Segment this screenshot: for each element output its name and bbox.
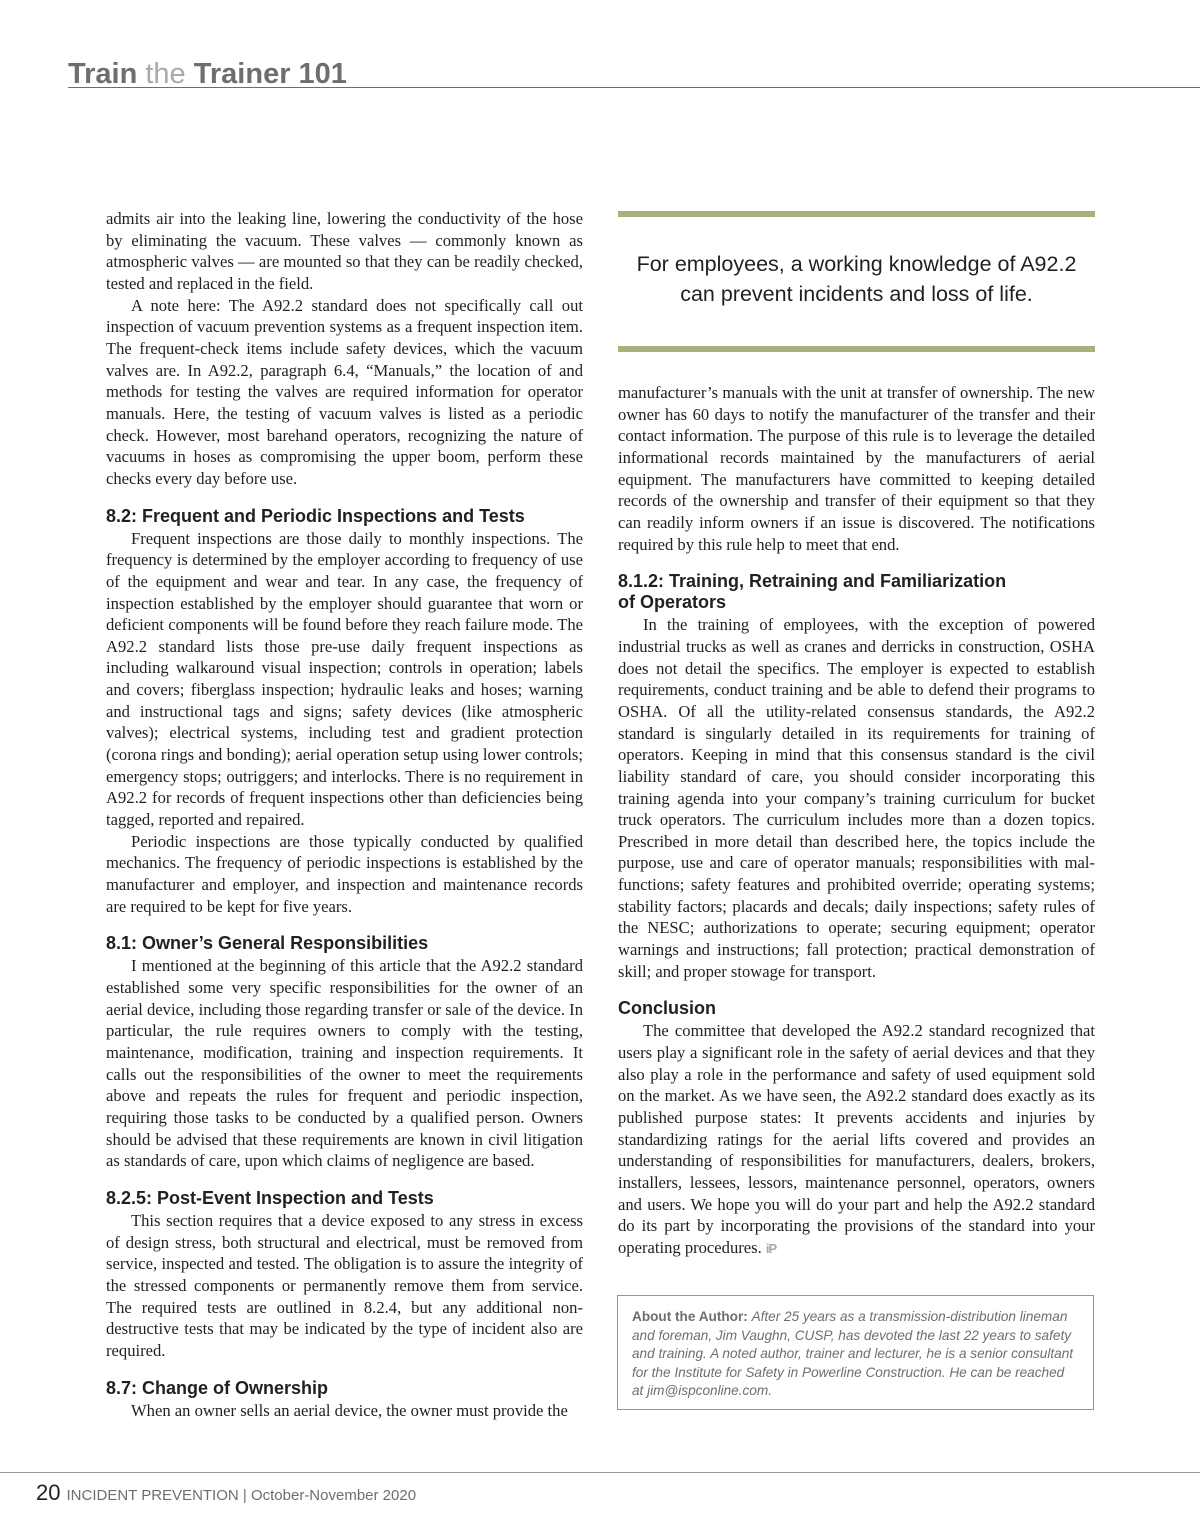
heading-8-1-2-line2: of Operators — [618, 592, 727, 613]
footer-rule — [0, 1472, 1200, 1473]
heading-8-7: 8.7: Change of Ownership — [106, 1377, 329, 1398]
heading-8-2-5: 8.2.5: Post-Event Inspection and Tests — [106, 1187, 434, 1208]
paragraph: Frequent inspections are those daily to monthly inspections. The frequency is determined by the employer according to frequency of use of the equipment and wear and tear. In any case, the frequency of inspection established by the employer should guarantee that worn or deficient components will be found before they reach failure mode. The A92.2 standard lists those pre-use daily frequent inspections as including walkaround visual inspection; controls in operation; labels and covers; fiberglass inspection; hydraulic leaks and hoses; warning and instructional tags and signs; safety devices (like atmospheric valves); electrical systems, including test and gradient protection (corona rings and bonding); aerial operation setup using lower controls; emergency stops; outriggers; and interlocks. There is no requirement in A92.2 for records of frequent inspections other than deficiencies being tagged, reported and repaired. — [106, 528, 583, 830]
about-author-box — [617, 1295, 1094, 1410]
paragraph: I mentioned at the beginning of this article that the A92.2 standard established some very specific responsibilities for the owner of an aerial device, including those regarding transfer or sale of the device. In particular, the rule requires owners to comply with the testing, maintenance, modification, training and inspection requirements. It calls out the responsibilities of the owner to meet the requirements above and repeats the rules for frequent and periodic inspection, requiring those tasks to be conducted by a qualified person. Owners should be advised that these requirements are known in civil litigation as standards of care, upon which claims of negligence are based. — [106, 956, 583, 1171]
ip-logo-end-mark: iP — [765, 1240, 777, 1256]
header-rule — [68, 87, 1200, 88]
page-footer — [36, 1480, 416, 1506]
heading-8-1-2-line1: 8.1.2: Training, Retraining and Familiarization — [618, 571, 1007, 592]
heading-8-1: 8.1: Owner’s General Responsibilities — [106, 933, 429, 954]
author-label: About the Author: — [632, 1309, 748, 1324]
paragraph: A note here: The A92.2 standard does not specifically call out inspection of vacuum prevention systems as a frequent inspection item. The frequent-check items include safety devices, which the vacuum valves are. In A92.2, paragraph 6.4, “Manuals,” the location of and methods for testing the valves are required information for operator manuals. Here, the testing of vacuum valves is listed as a periodic check. However, most barehand operators, recognizing the nature of vacuums in hoses as compromising the upper boom, perform these checks every day before use. — [106, 295, 583, 488]
header-train: Train — [68, 58, 138, 90]
header-the: the — [145, 58, 186, 90]
author-text: After 25 years as a transmission-distribution lineman and foreman, Jim Vaughn, CUSP, has devoted the last 22 years to safety and training. A noted author, trainer and lecturer, he is a senior consultant for the Institute for Safety in Powerline Construction. He can be reached at jim@ispconline.com. — [632, 1309, 1074, 1398]
magazine-issue: INCIDENT PREVENTION | October-November 2020 — [66, 1487, 417, 1504]
heading-8-1-2 — [618, 571, 1095, 613]
header-trainer: Trainer 101 — [193, 58, 347, 90]
paragraph: manufacturer’s manuals with the unit at transfer of ownership. The new owner has 60 days to notify the manufacturer of the transfer and their contact information. The purpose of this rule is to leverage the detailed informational records maintained by the manufacturers of aerial equipment. The manufacturers have committed to keeping detailed records of the ownership and transfer of their equipment so that they can readily inform owners if an issue is discovered. The notifications required by this rule help to meet that end. — [618, 383, 1095, 554]
paragraph: This section requires that a device exposed to any stress in excess of design stress, both structural and electrical, must be removed from service, inspected and tested. The obligation is to assure the integrity of the stressed components or permanently remove them from service. The required tests are outlined in 8.2.4, but any additional non-destructive tests that may be indicated by the type of incident also are required. — [106, 1210, 583, 1360]
pull-quote-bottom-rule — [618, 346, 1095, 352]
left-column — [106, 208, 583, 1421]
paragraph: Periodic inspections are those typically conducted by qualified mechanics. The frequency of periodic inspections is established by the manufacturer and employer, and inspection and maintenance records are required to be kept for five years. — [106, 831, 583, 916]
paragraph-conclusion — [618, 1020, 1095, 1259]
right-column — [618, 382, 1095, 1260]
page-number: 20 — [36, 1480, 61, 1505]
conclusion-text: The committee that developed the A92.2 standard recognized that users play a significant role in the safety of aerial devices and that they also play a role in the performance and safety of used equipment sold on the market. As we have seen, the A92.2 standard does exactly as its published purpose states: It prevents accidents and injuries by standardizing ratings for the aerial lifts covered and provides an understanding of responsibilities for manufacturers, dealers, brokers, installers, lessees, lessors, maintenance personnel, operators, owners and users. We hope you will do your part and help the A92.2 standard do its part by incorporating the provisions of the standard into your operating procedures. — [618, 1021, 1095, 1257]
heading-conclusion: Conclusion — [618, 998, 716, 1019]
paragraph: admits air into the leaking line, lowering the conductivity of the hose by eliminating the vacuum. These valves — commonly known as atmospheric valves — are mounted so that they can be readily checked, tested and replaced in the field. — [106, 209, 583, 293]
heading-8-2: 8.2: Frequent and Periodic Inspections and Tests — [106, 505, 525, 526]
paragraph: In the training of employees, with the exception of powered industrial trucks as well as cranes and derricks in construction, OSHA does not detail the specifics. The employer is expected to establish requirements, conduct training and be able to defend their programs to OSHA. Of all the utility-related consensus standards, the A92.2 standard is singularly detailed in its requirements for training of operators. Keeping in mind that this consensus standard is the civil liability standard of care, you should consider incorporating this training agenda into your company’s training curriculum for bucket truck operators. The curriculum includes more than a dozen topics. Prescribed in more detail than described here, the topics include the purpose, use and care of operator manuals; responsibilities with malfunctions; safety features and prohibited override; operating systems; stability factors; placards and decals; daily inspections; safety rules of the NESC; authorizations to operate; securing equipment; operator warnings and instructions; fall protection; practical demonstration of skill; and proper stowage for transport. — [618, 615, 1095, 981]
paragraph: When an owner sells an aerial device, the owner must provide the — [131, 1400, 568, 1420]
pull-quote: For employees, a working knowledge of A92.2 can prevent incidents and loss of life. — [636, 252, 1077, 306]
pull-quote-top-rule — [618, 211, 1095, 217]
